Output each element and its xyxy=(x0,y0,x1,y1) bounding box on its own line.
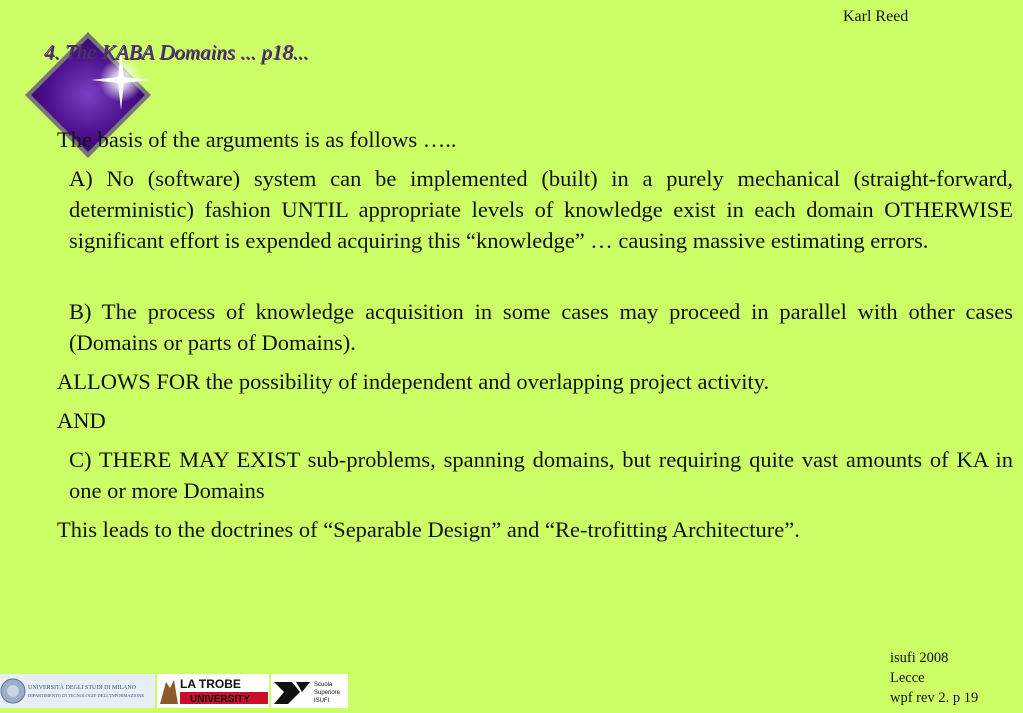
allows-text: ALLOWS FOR the possibility of independent and overlapping project activity. xyxy=(57,369,770,394)
point-a: A) No (software) system can be implemented (built) in a purely mechanical (straight-forward, deterministic) fashion UNTIL appropriate levels of knowledge exist in each domain OTHERWISE significant effort is expended acquiring this “knowledge” … causing massive estimating errors. xyxy=(69,166,1013,253)
footer-page: wpf rev 2. p 19 xyxy=(890,690,979,706)
author-name: Karl Reed xyxy=(843,8,909,25)
footer-info xyxy=(890,648,978,708)
isufi-line2: Superiore xyxy=(314,690,341,696)
la-trobe-line1: LA TROBE xyxy=(180,677,241,691)
milano-line1: UNIVERSITÀ DEGLI STUDI DI MILANO xyxy=(28,685,136,691)
and-text: AND xyxy=(57,408,106,433)
la-trobe-logo xyxy=(157,674,269,708)
point-b: B) The process of knowledge acquisition in some cases may proceed in parallel with other cases (Domains or parts of Domains). xyxy=(69,299,1013,355)
slide-content xyxy=(57,124,1013,545)
university-milano-logo xyxy=(0,674,155,708)
intro-text: The basis of the arguments is as follows ….. xyxy=(57,127,457,152)
point-c: C) THERE MAY EXIST sub-problems, spanning domains, but requiring quite vast amounts of KA in one or more Domains xyxy=(69,447,1013,503)
isufi-line3: ISUFI xyxy=(314,698,330,704)
la-trobe-line2: UNIVERSITY xyxy=(190,694,251,705)
footer-location: Lecce xyxy=(890,670,925,686)
milano-line2: DIPARTIMENTO DI TECNOLOGIE DELL'INFORMAZIONE xyxy=(28,693,145,698)
slide-title: 4. The KABA Domains ... p18... xyxy=(44,40,309,64)
conclusion-text: This leads to the doctrines of “Separable Design” and “Re-trofitting Architecture”. xyxy=(57,517,800,542)
footer-logos xyxy=(0,674,350,708)
isufi-logo xyxy=(271,674,348,708)
isufi-line1: Scuola xyxy=(314,682,333,688)
footer-event: isufi 2008 xyxy=(890,650,949,666)
